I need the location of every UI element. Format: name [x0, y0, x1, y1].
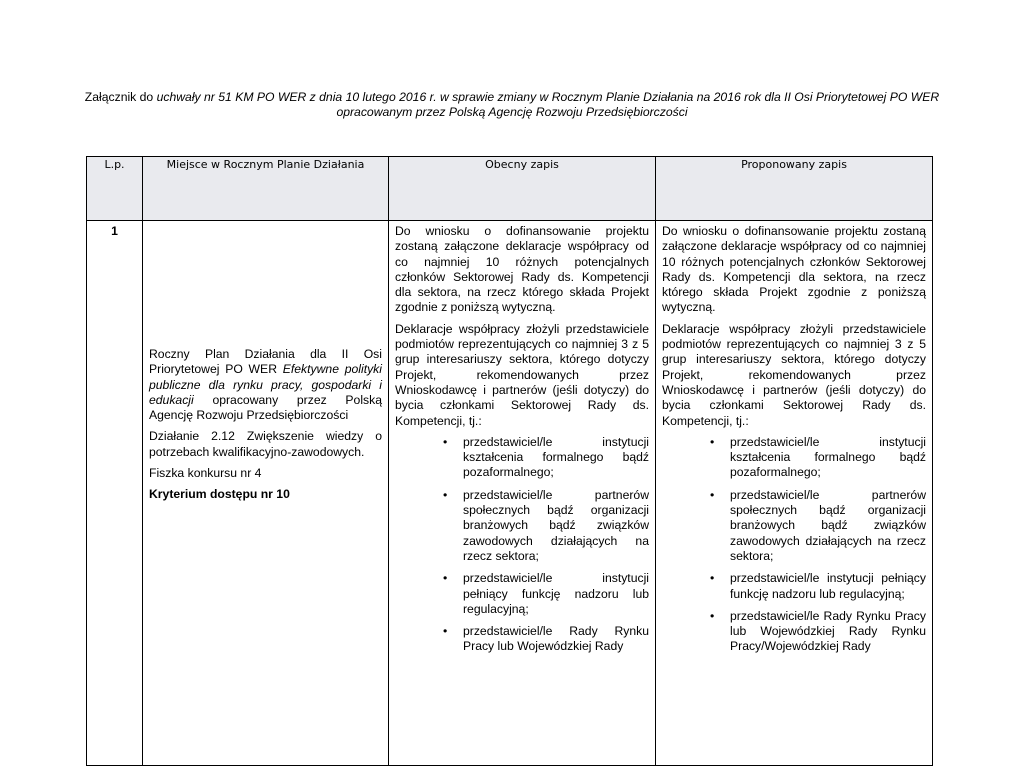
- list-item-text: przedstawiciel/le instytucji pełniący funkcję nadzoru lub regulacyjną;: [463, 571, 649, 616]
- current-paragraph-2: Deklaracje współpracy złożyli przedstawiciele podmiotów reprezentujących co najmniej 3 z 5 grup interesariuszy sektora, którego dotyczy Projekt, rekomendowanych przez Wnioskodawcę i partnerów (jeśli dotyczy) do bycia członkami Sektorowej Rady ds. Kompetencji, tj.:: [395, 321, 649, 428]
- current-cell: [389, 221, 656, 766]
- list-item-text: przedstawiciel/le instytucji pełniący funkcję nadzoru lub regulacyjną;: [730, 571, 926, 601]
- list-item-text: przedstawiciel/le instytucji kształcenia formalnego bądź pozaformalnego;: [463, 434, 649, 480]
- list-item: [395, 488, 649, 564]
- header-lp: L.p.: [87, 157, 143, 221]
- proposed-bullet-list: [662, 435, 926, 655]
- place-cell: [143, 221, 389, 766]
- bullet-icon: •: [443, 624, 448, 639]
- document-header: [60, 90, 964, 120]
- list-item-text: przedstawiciel/le Rady Rynku Pracy lub Wojewódzkiej Rady: [463, 624, 649, 654]
- bullet-icon: •: [710, 487, 715, 502]
- table-row: [87, 221, 933, 766]
- proposed-paragraph-2: Deklaracje współpracy złożyli przedstawiciele podmiotów reprezentujących co najmniej 3 z 5 grup interesariuszy sektora, którego dotyczy Projekt, rekomendowanych przez Wnioskodawcę i partnerów (jeśli dotyczy) do bycia członkami Sektorowej Rady ds. Kompetencji, tj.:: [662, 321, 926, 428]
- place-action: Działanie 2.12 Zwiększenie wiedzy o potrzebach kwalifikacyjno-zawodowych.: [149, 429, 382, 459]
- place-plan-lead: Roczny Plan Działania dla II Osi Priorytetowej PO WER: [149, 347, 382, 377]
- current-bullet-list: [395, 435, 649, 655]
- bullet-icon: •: [710, 434, 715, 449]
- bullet-icon: •: [710, 608, 715, 623]
- place-criterion: Kryterium dostępu nr 10: [149, 487, 290, 502]
- header-current: Obecny zapis: [389, 157, 656, 221]
- place-plan-italic: Efektywne polityki publiczne dla rynku pracy, gospodarki i edukacji: [149, 362, 382, 407]
- bullet-icon: •: [443, 434, 448, 449]
- list-item: [662, 571, 926, 602]
- place-plan-tail: opracowany przez Polską Agencję Rozwoju Przedsiębiorczości: [149, 392, 382, 423]
- place-contest: Fiszka konkursu nr 4: [149, 466, 262, 481]
- list-item-text: przedstawiciel/le partnerów społecznych bądź organizacji branżowych bądź związków zawodowych działających na rzecz sektora;: [730, 487, 926, 563]
- header-place: Miejsce w Rocznym Planie Działania: [143, 157, 389, 221]
- row-number: 1: [87, 221, 143, 766]
- header-proposed: Proponowany zapis: [656, 157, 933, 221]
- list-item-text: przedstawiciel/le partnerów społecznych bądź organizacji branżowych bądź związków zawodowych działających na rzecz sektora;: [463, 487, 649, 563]
- current-paragraph-1: Do wniosku o dofinansowanie projektu zostaną załączone deklaracje współpracy od co najmniej 10 różnych potencjalnych członków Sektorowej Rady ds. Kompetencji dla sektora, na rzecz którego składa Projekt zgodnie z poniższą wytyczną.: [395, 224, 649, 315]
- header-prefix: Załącznik do: [84, 90, 157, 104]
- header-title: uchwały nr 51 KM PO WER z dnia 10 lutego 2016 r. w sprawie zmiany w Rocznym Planie Działania na 2016 rok dla II Osi Priorytetowej PO WER opracowanym przez Polską Agencję Rozwoju Przedsiębiorczości: [156, 90, 940, 119]
- place-plan-text: [149, 347, 382, 423]
- list-item: [662, 488, 926, 564]
- bullet-icon: •: [710, 571, 715, 586]
- bullet-icon: •: [443, 571, 448, 586]
- list-item: [395, 624, 649, 655]
- list-item: [662, 435, 926, 481]
- proposed-cell: [656, 221, 933, 766]
- list-item: [662, 609, 926, 655]
- list-item-text: przedstawiciel/le Rady Rynku Pracy lub Wojewódzkiej Rady Rynku Pracy/Wojewódzkiej Rady: [730, 608, 926, 654]
- proposed-paragraph-1: Do wniosku o dofinansowanie projektu zostaną załączone deklaracje współpracy od co najmniej 10 różnych potencjalnych członków Sektorowej Rady ds. Kompetencji dla sektora, na rzecz którego składa Projekt zgodnie z poniższą wytyczną.: [662, 224, 926, 315]
- list-item-text: przedstawiciel/le instytucji kształcenia formalnego bądź pozaformalnego;: [730, 434, 926, 480]
- changes-table: [86, 156, 933, 766]
- bullet-icon: •: [443, 487, 448, 502]
- table-header-row: [87, 157, 933, 221]
- list-item: [395, 571, 649, 617]
- list-item: [395, 435, 649, 481]
